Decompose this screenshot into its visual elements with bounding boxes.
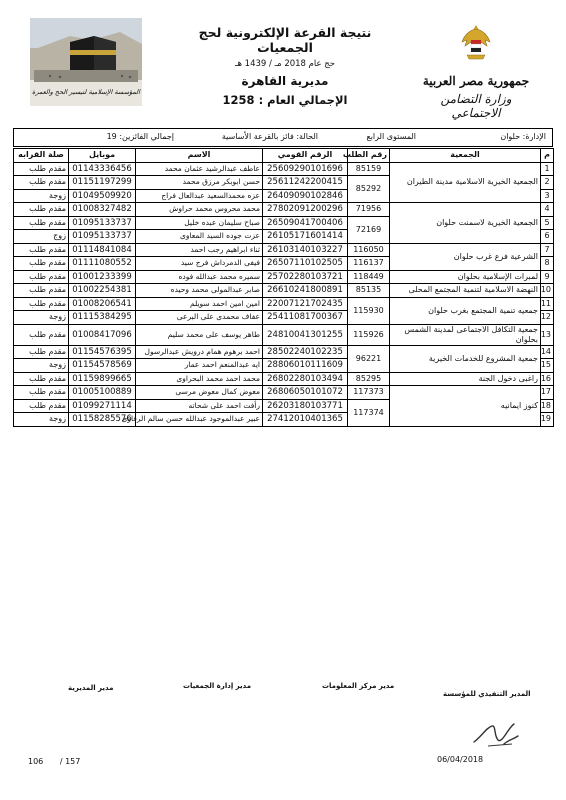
national-id: 25702280103721 (263, 270, 348, 284)
table-row (14, 284, 554, 298)
results-table (13, 148, 554, 427)
mobile-number: 01114841084 (69, 243, 136, 257)
page-current: 106 (28, 757, 44, 766)
association-name: لمبرات الإسلامية بحلوان (390, 270, 541, 284)
relation: مقدم طلب (14, 243, 69, 257)
ministry-name: وزارة التضامن الاجتماعي (440, 92, 512, 120)
mobile-number: 01143336456 (69, 162, 136, 176)
person-name: سميره محمد عبدالله فوده (136, 270, 263, 284)
mobile-number: 01008206541 (69, 297, 136, 311)
report-title-block (175, 25, 395, 107)
col-association-header: الجمعية (390, 149, 541, 163)
relation: زوجة (14, 413, 69, 427)
relation: مقدم طلب (14, 297, 69, 311)
report-title: نتيجة القرعة الإلكترونية لحج الجمعيات (198, 25, 372, 55)
mobile-number: 01151197299 (69, 176, 136, 190)
national-id: 28502240102235 (263, 345, 348, 359)
mobile-number: 01095133737 (69, 216, 136, 230)
table-header-row (14, 149, 554, 163)
col-request-no-header: رقم الطلب (348, 149, 390, 163)
national-id: 26509041700406 (263, 216, 348, 230)
request-number: 72169 (348, 216, 390, 243)
sig-info-center: مدير مركز المعلومات (322, 682, 395, 690)
relation: مقدم طلب (14, 203, 69, 217)
row-index: 5 (541, 216, 554, 230)
mobile-number: 01158285576 (69, 413, 136, 427)
col-national-id-header: الرقم القومي (263, 149, 348, 163)
table-row (14, 297, 554, 311)
directorate-name: مديرية القاهرة (241, 74, 329, 88)
table-row (14, 386, 554, 400)
relation: مقدم طلب (14, 372, 69, 386)
request-number: 85135 (348, 284, 390, 298)
row-index: 16 (541, 372, 554, 386)
ministry-header (416, 22, 536, 120)
status-label: الحالة: فائز بالقرعة الأساسية (221, 132, 318, 141)
national-id: 26610241800891 (263, 284, 348, 298)
row-index: 11 (541, 297, 554, 311)
national-id: 26802280103494 (263, 372, 348, 386)
relation: مقدم طلب (14, 345, 69, 359)
association-name: الشرعية فرع غرب حلوان (390, 243, 541, 270)
page-number (28, 757, 80, 766)
relation: مقدم طلب (14, 324, 69, 345)
association-name: راغبى دخول الجنة (390, 372, 541, 386)
national-id: 28806010111609 (263, 359, 348, 373)
national-id: 27412010401365 (263, 413, 348, 427)
relation: زوج (14, 230, 69, 244)
request-number: 115926 (348, 324, 390, 345)
relation: مقدم طلب (14, 216, 69, 230)
relation: مقدم طلب (14, 386, 69, 400)
table-row (14, 372, 554, 386)
row-index: 15 (541, 359, 554, 373)
association-name: كنوز ايمانيه (390, 386, 541, 427)
row-index: 8 (541, 257, 554, 271)
table-row (14, 324, 554, 345)
person-name: ايه عبدالمنعم احمد عمار (136, 359, 263, 373)
relation: مقدم طلب (14, 176, 69, 190)
report-subtitle: حج عام 2018 مـ / 1439 هـ (234, 59, 336, 69)
relation: مقدم طلب (14, 257, 69, 271)
mobile-number: 01095133737 (69, 230, 136, 244)
mobile-number: 01111080552 (69, 257, 136, 271)
table-row (14, 162, 554, 176)
row-index: 9 (541, 270, 554, 284)
relation: مقدم طلب (14, 284, 69, 298)
row-index: 4 (541, 203, 554, 217)
country-name: جمهورية مصر العربية (422, 74, 530, 88)
relation: مقدم طلب (14, 399, 69, 413)
person-name: عزه محمدالسعيد عبدالعال فراج (136, 189, 263, 203)
sig-executive-director: المدير التنفيذي للمؤسسة (443, 690, 531, 698)
association-name: الجمعية الخيرية لاسمنت حلوان (390, 203, 541, 244)
sig-directorate: مدير المديرية (68, 684, 114, 692)
mobile-number: 01008327482 (69, 203, 136, 217)
request-number: 116050 (348, 243, 390, 257)
row-index: 17 (541, 386, 554, 400)
person-name: عاطف عبدالرشيد عثمان محمد (136, 162, 263, 176)
person-name: معوض كمال معوض مرسى (136, 386, 263, 400)
mobile-number: 01159899665 (69, 372, 136, 386)
filter-info-bar (13, 128, 553, 147)
association-name: الجمعية الخيرية الاسلامية مدينة الطيران (390, 162, 541, 203)
request-number: 116137 (348, 257, 390, 271)
relation: مقدم طلب (14, 270, 69, 284)
col-name-header: الاسم (136, 149, 263, 163)
mobile-number: 01115384295 (69, 311, 136, 325)
association-name: النهضة الاسلامية لتنمية المجتمع المحلى (390, 284, 541, 298)
association-name: جمعيه تنمية المجتمع بغرب حلوان (390, 297, 541, 324)
person-name: محمد محروس محمد حراوش (136, 203, 263, 217)
national-id: 25609290101696 (263, 162, 348, 176)
relation: مقدم طلب (14, 162, 69, 176)
row-index: 14 (541, 345, 554, 359)
row-index: 3 (541, 189, 554, 203)
national-id: 26105171601414 (263, 230, 348, 244)
national-id: 26806050101072 (263, 386, 348, 400)
person-name: احمد برهوم همام درويش عبدالرسول (136, 345, 263, 359)
grand-total: الإجمالي العام : 1258 (222, 93, 348, 107)
association-name: جمعية المشروع للخدمات الخيرية (390, 345, 541, 372)
col-relation-header: صلة القرابه (14, 149, 69, 163)
mobile-number: 01008417096 (69, 324, 136, 345)
mobile-number: 01154578569 (69, 359, 136, 373)
mobile-number: 01099271114 (69, 399, 136, 413)
request-number: 85295 (348, 372, 390, 386)
page-total: / 157 (59, 757, 81, 766)
request-number: 115930 (348, 297, 390, 324)
person-name: طاهر يوسف على محمد سليم (136, 324, 263, 345)
person-name: حسن ابوبكر مرزق محمد (136, 176, 263, 190)
table-row (14, 203, 554, 217)
mobile-number: 01005100889 (69, 386, 136, 400)
row-index: 18 (541, 399, 554, 413)
row-index: 10 (541, 284, 554, 298)
person-name: امين امين احمد سويلم (136, 297, 263, 311)
person-name: عبير عبدالموجود عبدالله حسن سالم الرفاوى (136, 413, 263, 427)
person-name: ثناء ابراهيم رجب احمد (136, 243, 263, 257)
person-name: صابر عبدالمولى محمد وحيده (136, 284, 263, 298)
row-index: 13 (541, 324, 554, 345)
mobile-number: 01002254381 (69, 284, 136, 298)
sig-associations: مدير إدارة الجمعيات (183, 682, 252, 690)
person-name: فيفى الدمرداش فرج سيد (136, 257, 263, 271)
national-id: 25611242200415 (263, 176, 348, 190)
relation: زوجة (14, 311, 69, 325)
person-name: رأفت احمد على شحاته (136, 399, 263, 413)
mobile-number: 01049509920 (69, 189, 136, 203)
table-row (14, 270, 554, 284)
handwritten-signature-icon (468, 714, 528, 754)
relation: زوجة (14, 359, 69, 373)
col-index-header: م (541, 149, 554, 163)
level-label: المستوى الرابع (366, 132, 416, 141)
row-index: 6 (541, 230, 554, 244)
relation: زوجة (14, 189, 69, 203)
row-index: 12 (541, 311, 554, 325)
mobile-number: 01154576395 (69, 345, 136, 359)
request-number: 85292 (348, 176, 390, 203)
person-name: عزت جوده السيد المعاوى (136, 230, 263, 244)
request-number: 96221 (348, 345, 390, 372)
row-index: 7 (541, 243, 554, 257)
request-number: 117374 (348, 399, 390, 426)
mobile-number: 01001233399 (69, 270, 136, 284)
table-row (14, 345, 554, 359)
col-mobile-header: موبايل (69, 149, 136, 163)
national-id: 22007121702435 (263, 297, 348, 311)
request-number: 118449 (348, 270, 390, 284)
request-number: 71956 (348, 203, 390, 217)
request-number: 85159 (348, 162, 390, 176)
logo-caption: المؤسسة الإسلامية لتيسير الحج والعمرة (32, 88, 140, 96)
row-index: 19 (541, 413, 554, 427)
row-index: 2 (541, 176, 554, 190)
national-id: 27802091200296 (263, 203, 348, 217)
winners-label: إجمالي الفائزين: 19 (106, 132, 174, 141)
person-name: صباح سليمان عبده خليل (136, 216, 263, 230)
national-id: 26507110102505 (263, 257, 348, 271)
national-id: 24810041301255 (263, 324, 348, 345)
egypt-eagle-emblem-icon (459, 22, 493, 64)
national-id: 26409090102846 (263, 189, 348, 203)
association-name: جمعية التكافل الاجتماعى لمدينة الشمس بحلوان (390, 324, 541, 345)
national-id: 25411081700367 (263, 311, 348, 325)
request-number: 117373 (348, 386, 390, 400)
person-name: محمد احمد محمد البحراوى (136, 372, 263, 386)
row-index: 1 (541, 162, 554, 176)
foundation-logo (30, 18, 142, 106)
admin-label: الإدارة: حلوان (500, 132, 546, 141)
national-id: 26203180103771 (263, 399, 348, 413)
national-id: 26103140103227 (263, 243, 348, 257)
table-body (14, 162, 554, 426)
table-row (14, 243, 554, 257)
person-name: عفاف محمدى على البرعى (136, 311, 263, 325)
print-date: 06/04/2018 (437, 755, 484, 764)
